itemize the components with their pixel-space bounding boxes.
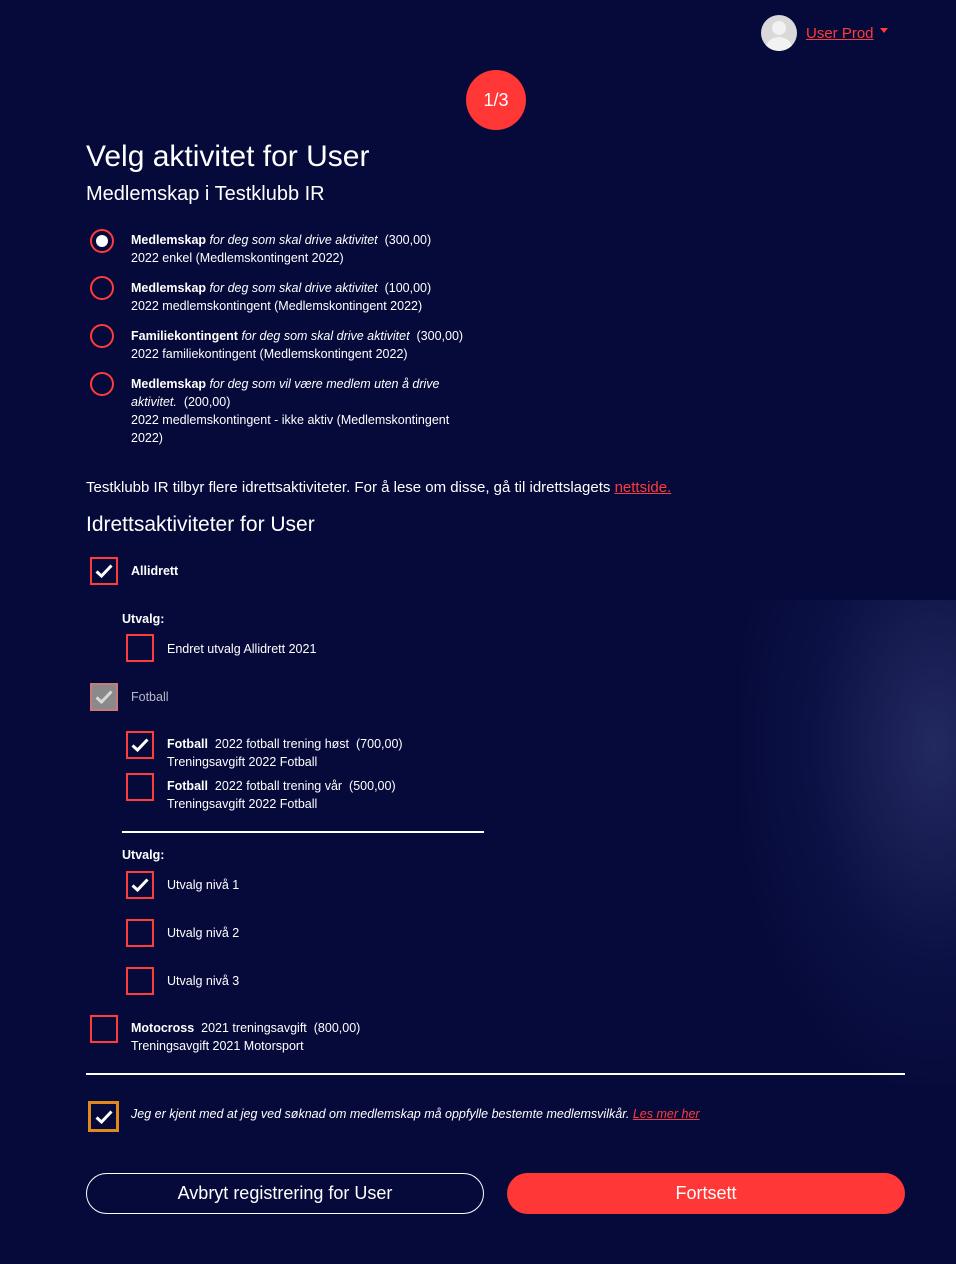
membership-detail: 2022 enkel (Medlemskontingent 2022) bbox=[131, 251, 344, 265]
utvalg-niva-1-checkbox[interactable] bbox=[126, 871, 154, 899]
step-badge: 1/3 bbox=[466, 70, 526, 130]
fotball-label: Fotball bbox=[131, 690, 169, 704]
fee-detail: Treningsavgift 2022 Fotball bbox=[167, 797, 318, 811]
membership-radio-3[interactable] bbox=[90, 324, 114, 348]
utvalg-niva-1-label: Utvalg nivå 1 bbox=[167, 878, 240, 892]
terms-text bbox=[131, 1107, 700, 1121]
membership-name: Medlemskap bbox=[131, 377, 207, 391]
terms-checkbox[interactable] bbox=[88, 1101, 119, 1132]
fee-desc: 2022 fotball trening høst bbox=[214, 737, 350, 751]
membership-price: (300,00) bbox=[416, 329, 464, 343]
caret-down-icon[interactable] bbox=[880, 28, 888, 33]
membership-radio-1[interactable] bbox=[90, 229, 114, 253]
background-photo bbox=[740, 600, 956, 1085]
fee-detail: Treningsavgift 2022 Fotball bbox=[167, 755, 318, 769]
allidrett-checkbox[interactable] bbox=[90, 557, 118, 585]
membership-desc: for deg som vil være medlem uten å drive bbox=[209, 377, 440, 391]
page-title: Velg aktivitet for User bbox=[86, 140, 370, 173]
membership-price: (200,00) bbox=[183, 395, 231, 409]
fee-price: (500,00) bbox=[349, 779, 396, 793]
membership-desc-cont: aktivitet. bbox=[131, 395, 177, 409]
membership-desc: for deg som skal drive aktivitet bbox=[209, 233, 378, 247]
membership-detail: 2022 medlemskontingent (Medlemskontingent 2022) bbox=[131, 299, 423, 313]
membership-option-2[interactable] bbox=[131, 279, 471, 315]
avatar bbox=[761, 15, 797, 51]
motocross-detail: Treningsavgift 2021 Motorsport bbox=[131, 1039, 304, 1053]
membership-detail: 2022 familiekontingent (Medlemskontingent 2022) bbox=[131, 347, 408, 361]
fee-desc: 2022 fotball trening vår bbox=[214, 779, 343, 793]
user-name-link[interactable]: User Prod bbox=[806, 24, 874, 42]
fee-price: (700,00) bbox=[356, 737, 403, 751]
membership-desc: for deg som skal drive aktivitet bbox=[241, 329, 410, 343]
membership-radio-2[interactable] bbox=[90, 276, 114, 300]
utvalg-niva-3-label: Utvalg nivå 3 bbox=[167, 974, 240, 988]
utvalg-niva-2-label: Utvalg nivå 2 bbox=[167, 926, 240, 940]
utvalg-niva-3-checkbox[interactable] bbox=[126, 967, 154, 995]
fotball-divider bbox=[122, 831, 484, 833]
checkmark-icon bbox=[131, 738, 149, 752]
fee-name: Fotball bbox=[167, 737, 208, 751]
utvalg-heading-fotball: Utvalg: bbox=[122, 848, 165, 862]
utvalg-allidrett-label: Endret utvalg Allidrett 2021 bbox=[167, 642, 317, 656]
motocross-desc: 2021 treningsavgift bbox=[201, 1021, 307, 1035]
checkmark-icon bbox=[131, 878, 149, 892]
radio-selected-dot bbox=[96, 235, 108, 247]
terms-divider bbox=[86, 1073, 905, 1075]
checkmark-icon bbox=[95, 690, 113, 704]
continue-button[interactable]: Fortsett bbox=[507, 1173, 905, 1214]
checkmark-icon bbox=[95, 1110, 113, 1124]
membership-name: Medlemskap bbox=[131, 281, 207, 295]
membership-option-4[interactable] bbox=[131, 375, 481, 447]
membership-option-1[interactable] bbox=[131, 231, 471, 267]
membership-detail-cont: 2022) bbox=[131, 431, 163, 445]
motocross-name: Motocross bbox=[131, 1021, 195, 1035]
motocross-option bbox=[131, 1019, 360, 1055]
fee-name: Fotball bbox=[167, 779, 208, 793]
fotball-fee-1 bbox=[167, 735, 403, 771]
membership-name: Familiekontingent bbox=[131, 329, 238, 343]
info-body: Testklubb IR tilbyr flere idrettsaktiviteter. For å lese om disse, gå til idrettslagets bbox=[86, 479, 611, 496]
allidrett-label: Allidrett bbox=[131, 564, 179, 578]
checkmark-icon bbox=[95, 564, 113, 578]
fotball-fee-2 bbox=[167, 777, 396, 813]
fotball-checkbox[interactable] bbox=[90, 683, 118, 711]
utvalg-heading-allidrett: Utvalg: bbox=[122, 612, 165, 626]
membership-price: (300,00) bbox=[384, 233, 432, 247]
motocross-price: (800,00) bbox=[313, 1021, 361, 1035]
membership-price: (100,00) bbox=[384, 281, 432, 295]
page-subtitle: Medlemskap i Testklubb IR bbox=[86, 183, 325, 205]
membership-radio-4[interactable] bbox=[90, 372, 114, 396]
utvalg-allidrett-checkbox[interactable] bbox=[126, 634, 154, 662]
utvalg-niva-2-checkbox[interactable] bbox=[126, 919, 154, 947]
user-menu[interactable] bbox=[761, 15, 888, 51]
cancel-registration-button[interactable]: Avbryt registrering for User bbox=[86, 1173, 484, 1214]
membership-detail: 2022 medlemskontingent - ikke aktiv (Medlemskontingent bbox=[131, 413, 450, 427]
fotball-fee-1-checkbox[interactable] bbox=[126, 731, 154, 759]
activities-title: Idrettsaktiviteter for User bbox=[86, 513, 315, 536]
membership-option-3[interactable] bbox=[131, 327, 491, 363]
terms-link[interactable]: Les mer her bbox=[632, 1107, 700, 1121]
fotball-fee-2-checkbox[interactable] bbox=[126, 773, 154, 801]
info-text bbox=[86, 479, 671, 496]
terms-body: Jeg er kjent med at jeg ved søknad om medlemskap må oppfylle bestemte medlemsvilkår. bbox=[131, 1107, 630, 1121]
website-link[interactable]: nettside. bbox=[614, 479, 672, 496]
membership-name: Medlemskap bbox=[131, 233, 207, 247]
membership-desc: for deg som skal drive aktivitet bbox=[209, 281, 378, 295]
motocross-checkbox[interactable] bbox=[90, 1015, 118, 1043]
